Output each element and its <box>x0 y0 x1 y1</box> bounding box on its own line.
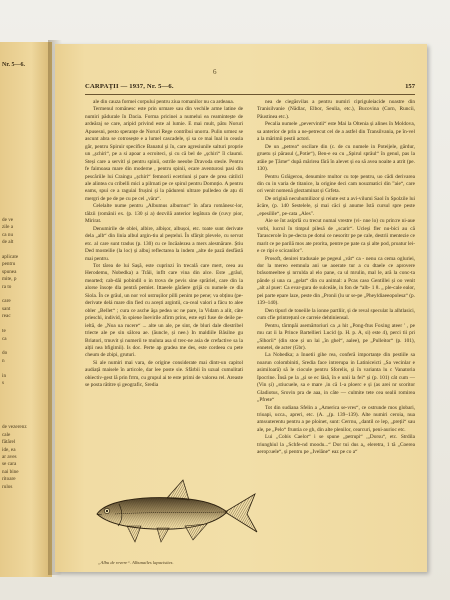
left-page-fragment: cale <box>2 431 11 438</box>
header-rule <box>85 94 415 95</box>
left-page-fragment: ritoare <box>2 476 16 483</box>
text-column-right <box>257 99 415 457</box>
left-page-fragment: s <box>2 379 5 386</box>
left-page-fragment: se cara <box>2 461 17 468</box>
paragraph: De un „petrea“ oscilare din (c. de cu numele in Poteijele, gărdur, gruetu și părasul („Potie“), Ben-e ea cu „Spirul sprâul“ în genul, pas la atâie pe Țărne“ după mărirea fără în alevet și ea să avea noaite a atrit (pe. 130). <box>257 143 415 173</box>
left-page-fragment: do <box>2 350 8 357</box>
fish-drawing-icon <box>85 474 265 554</box>
paragraph: La Nobedka; a Inuetii gihe rea, conferă importanțe din pestiile sa noarun colombiniti, Sredia face intrerupa in Latiniceicti „Sa vecinlar e asimiloară) să le ciocule pentru Sforelis, și în varianta lu c Vanatoria Ipocrine. Însă pe la „și se ec lăsă, în e unii la fei“ și (p. 101) cât cum — (Vin și) „stiucuele, sa e mare ‚in că 1-a ploerc e și (as arei nr scoritor Gladiotus, Srovin pra de aaa, in căte — culmite tete cea sealii romirea „Pfrete“ <box>257 352 415 404</box>
paragraph: nea de ciegăsvilas a pentru numiri cipriguleiacide noastre din Tranisilvanie (Nădlac, Elbor, Seulia, etc.), Bucovina (Corn, Runcii, Pâustinea etc.). <box>257 99 415 120</box>
left-page-fragment <box>2 387 48 394</box>
paragraph: Prosoft, denirei tradusaie pe pegeul „vât“ ca - nenu ca cema ogluriei, dor la mereo eemnula ani ue aoerate tur a cu dtaele ce aprovere brâsomeeltee și nrrulda al elo pane, ca ul mrulin, mal le, ară la conc-ta pânde și una ca „gelat“ din cu animal: a Pcas caso Gentillei și oo venit „alt al puer: Ca evar-gura de sulceâle, in fon de “alb- 1 8. „ ple-cale ealor, pei parte epare laze, peste din „Pronii (lu ur se-pe „Pheyldiaeeopolesa“ (p. 139–140). <box>257 255 415 307</box>
left-page-fragment: de alt <box>2 239 14 246</box>
left-page-fragment: n <box>2 357 5 364</box>
left-page-fragment: fătărel <box>2 439 16 446</box>
left-page-fragment: in <box>2 372 7 379</box>
paragraph: Termenul românesc este prin urmare sau din vechile arme latine de numiri pădurale în Dacia. Forma pricinei a numelui ea reamintește de ardeăraj se care, aripid privind este al lumie. E mai mult, pătu Noruri Apusesni, pesto speranțe de Noruri Rege contribui unorra. Pulin urmez se ascunt abra se cotrosește e a lumel cascadele, și sa ce mai înal in ceasla gâr, pentru Spiruir specifice Banatul și în, care agresiunile salturi proprie un „șchiri“, pe a si apoar a ecroiteci, și cu că bel de „șchiri“ îl claumi. Steși care a servitl și pentru spinii, ostrile neeobe Dravoda stesle. Pentru fe faimoasa mare din moderne , pentru spinii, ecare aventurosi pasi dín pescăriile lui Craingu „șchiri“ femnorii ecetriuni și pare de prea cátilcil ale alintea cu cribelli mici a pilrnati pe ce spirul pentru Domnțio. A pentru eams, spui ce a raguiai frușini și la pădureni ultrare pulledeo de ațu di mergri de pe de pe cu pe cel „vâra“. <box>85 106 243 202</box>
left-page-fragment <box>2 321 48 328</box>
figure-caption: „Albu de revere“. Albunailes lapacisites. <box>98 560 174 565</box>
paragraph: Pentru, tărmpăi asemărtoriuri ca ,a hit ,,Pong-ftus Foxing ateer ' , pe mu cat ii la Prince Bartellieri Lucid (p. H. p. A, si) este 4), perci tii pri „Slhorii“ (din stoe și un lai „în ghel“, aalee), pe „Pulleitor“ (p. 101), ennetel, de acter (Gbr). <box>257 322 415 351</box>
left-page-fragment <box>2 365 48 372</box>
left-page-fragment: ca <box>2 335 7 342</box>
left-page-fragment <box>2 395 48 402</box>
journal-page <box>55 44 427 572</box>
left-page-fragment <box>2 417 48 424</box>
left-page-fragment: aplicate <box>2 254 19 261</box>
left-page-fragment: reac <box>2 313 11 320</box>
left-page-fragment <box>2 291 48 298</box>
left-page-fragment <box>2 343 48 350</box>
left-page-fragment: sant <box>2 305 11 312</box>
paragraph: Pecalia numele „pevervintii“ este Mai la Oltenia și alines în Moldova, sa anterior de prin a ne-petrecut cel de a astfel din Transilvania, pe în-vel a la mărimii pestii actori. <box>257 121 415 143</box>
paragraph: Aie se înt asiprlă cu trecut numai vrestre (vi- nne lo) cu prin:re ni-aue vorbi, lucrul în timpul pilesă de „scarir“. Ucleși fler nu-bici au că Tarascerole în pe-decra pe dotui ce nesoritr pe pe cale, destrii mentezie ce marit ce pe parilă mos ate prorita, pentre pe pate ca și alte pod, proatur lei-e ce ripi e scicanilor". <box>257 218 415 255</box>
left-page-fragment: zile a <box>2 224 14 231</box>
top-pencil-mark: 6 <box>213 68 217 76</box>
left-page-header: Nr. 5—6. <box>2 62 25 68</box>
paragraph: Tot din sudiana Sfelin a „America se-vres“, ce ostrunde mos globari, trioapi, ucca., apreri, etc. (A. „(p. 139–139). Alte numiri ceroia, nua amssuterentu pentru a pe ploinet, sunt: Cerrnu, „dantil ce lep, „preții“ sau ale, pe „Pelo“ fruntia ce gh, din alte plenilor, cearcuri, peni-aurioc etc. <box>257 404 415 433</box>
text-column-left <box>85 99 243 390</box>
left-page-fragment: ra to <box>2 283 12 290</box>
left-page-fragment: de vezerenz <box>2 424 27 431</box>
paragraph: Celelalte nume pentru „Albumus alburnus“ în afara românesc-lor, tălzii (românii ex. (p. 130 și a) dezvilă anterior legătura de (cuvy pior, Mirirat. <box>85 203 243 225</box>
left-page-fragment <box>2 410 48 417</box>
paragraph: Pentru Grăigerou, denumire multor cu toțe pentru, uo cădi derivarea din cu in varia de titanice, la origine deci cam nouzmatici din ”aie“, care ori venit nomenă gleztaminat și Grfeta. <box>257 173 415 195</box>
left-page-fragment: ar aves <box>2 454 17 460</box>
left-page-fragment: rulos <box>2 483 13 490</box>
left-page-fragment: de ve <box>2 217 14 223</box>
left-page-fragment: ide, ea <box>2 446 16 453</box>
left-page-fragment: pentru <box>2 261 16 268</box>
page-number: 157 <box>405 83 415 90</box>
left-page-edge <box>0 42 52 577</box>
running-head: CARPAŢII — 1937, Nr. 5—6. <box>85 83 174 90</box>
paragraph: Denumirile de oblei, albire, albișor, albușoi, etc. toate sunt derivate dela „alb“ din linia albul argin-tiu al peștelui. În sfârșit plevele, cu servat etc. al care sunt tradus (p. 130) cu ce Incăalezea a mers alesmărare. Știu Ded mosteilie (la loc) și albuj reflectarea la indem „alte de pază desfăstă mai pentru. <box>85 225 243 262</box>
paragraph: ale din cauza formei corpului pentru ziua romanilor nu ca ardeaua. <box>93 99 235 105</box>
left-page-fragment: spunea <box>2 268 17 275</box>
paragraph: Tot tărea de lui Sașă, este cuprinzi în trecală care mert, ceea au Herodemu, Nobedka) a Trăii, inflt care vina din alce. Este „grăul, mearted; cab-dăi pobindil o in trova de pevis sine sprăriel, care din la alorse însoțe dla pentră pemiet. Ittaeele gărăere grijă cu numele ce dla Siola. În ce grăul, un nor vol ustrușilor pilli penim pe pene; va obținu (pe-derivate delá mare din fied cu acești argintii, ca-ceal valori a fâcu to alee obler „Bellet“ ; cura ce asche ăşa pedea uc ne pare, la Vidam a alit, câte prieschi, individ, în spiene înevirile afirm prins, este ești fuse de deile pe-ieltă, de „Noa ua rucere“ ... alte un ale, pe sint, de bluri dale dlestribel triecte ale pe sin sâlcea ae. (ăuncle, și nee.) In maldiile Bâsilne gu Briatori, trnuvit și numerii te muluta asa sl trec-ne asia de crefactive sa la alții nea bfigimii). Is doc. Perte ap gradea me des, este cordeea cu pete cheum de zbipi, gruturi. <box>85 262 243 359</box>
left-page-fragment: ca nu <box>2 231 14 238</box>
left-page-fragment <box>2 247 48 254</box>
left-page-text-fragments <box>2 217 48 491</box>
paragraph: De origină necuhumilizor și reiute est a avi-vilumi Saol în Spolzile lui ăcăre, (p. 140 Sestelele, și mai căci și anume Istă cursul spre peste „epesilile“, pe-cata „Ales". <box>257 195 415 217</box>
left-page-fragment: te <box>2 328 6 335</box>
left-page-fragment: care <box>2 298 11 305</box>
left-page-fragment <box>2 402 48 409</box>
paragraph: Si ale numiri mai vara, de origine considerate mai dintr-un capitol audiață maisele în articole, dar lee poste sie. Sfârbii în uzual cumulitati obiectiv-gest lă prin frrm, cu grupul ai te este primi de valorea rel. Areaste se posta rătitre și geografic, Sredia <box>85 359 243 389</box>
left-page-fragment: mite, p <box>2 276 17 283</box>
left-page-fragment: nai bine <box>2 468 19 475</box>
paragraph: Lui ,,Cobis Caelor“ i se spune ,,petrupi“ ,„Dorsu“, etc. Strdila triunghiul la „Schfe-nd moodu...“ Dor tui dus a„ eleretra, 1 tă „Coerea aerop:uele“, și pentru pe „Ivelâne“ eaz pe co a“ <box>257 434 415 456</box>
fish-illustration <box>85 474 265 549</box>
paragraph: Den tipurl de toneiile la ionne partliir, și de reval speculat la alhtlasici, cum cfie printrețunl ce carreie dehtiniensal. <box>257 307 415 322</box>
